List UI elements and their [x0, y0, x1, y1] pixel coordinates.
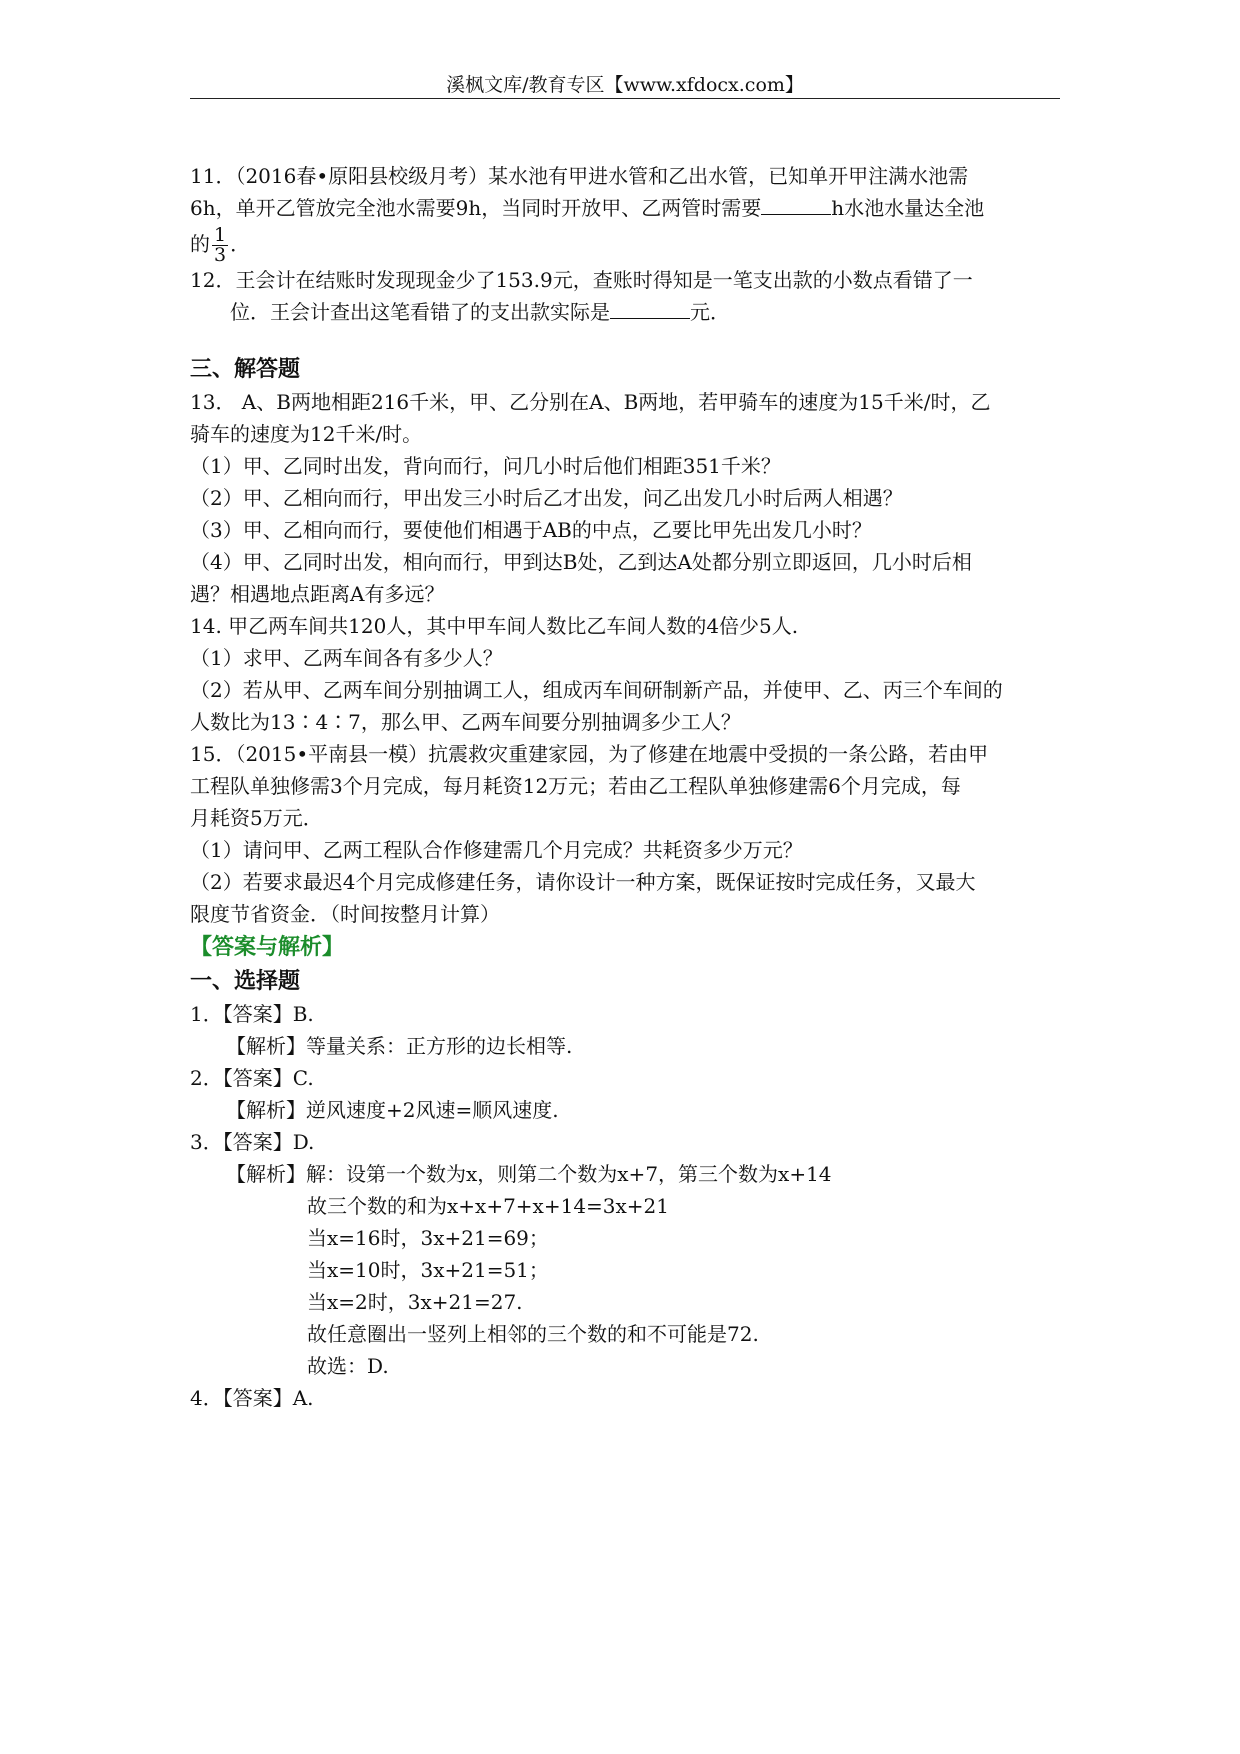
- document-body: [190, 160, 1060, 1414]
- q15-part2-line2: 限度节省资金．（时间按整月计算）: [190, 902, 500, 926]
- section-3-title: 三、解答题: [190, 356, 301, 382]
- q12-line2: [190, 296, 1060, 328]
- q14-part2-line2: 人数比为13∶4∶7，那么甲、乙两车间要分别抽调多少工人？: [190, 710, 741, 734]
- q12-line2-text: 位．王会计查出这笔看错了的支出款实际是: [230, 300, 610, 324]
- fraction-denominator: 3: [214, 244, 227, 266]
- q13-part3: （3）甲、乙相向而行，要使他们相遇于AB的中点，乙要比甲先出发几小时？: [190, 518, 872, 542]
- fraction-numerator: 1: [214, 224, 227, 246]
- q15-line1: 15．（2015•平南县一模）抗震救灾重建家园，为了修建在地震中受损的一条公路，若由甲: [190, 742, 989, 766]
- q13-part1: （1）甲、乙同时出发，背向而行，问几小时后他们相距351千米？: [190, 454, 781, 478]
- q13-line2: 骑车的速度为12千米/时。: [190, 422, 423, 446]
- q15-line2: 工程队单独修需3个月完成，每月耗资12万元；若由乙工程队单独修建需6个月完成，每: [190, 774, 961, 798]
- answer-2-explanation: 【解析】逆风速度+2风速=顺风速度.: [226, 1098, 559, 1122]
- answer-1-explanation: 【解析】等量关系：正方形的边长相等.: [226, 1034, 573, 1058]
- q15-part2-line1: （2）若要求最迟4个月完成修建任务，请你设计一种方案，既保证按时完成任务，又最大: [190, 870, 976, 894]
- q11-line3-tail: ．: [230, 232, 251, 256]
- answer-1: 1．【答案】B.: [190, 1002, 314, 1026]
- q15-part1: （1）请问甲、乙两工程队合作修建需几个月完成？共耗资多少万元？: [190, 838, 803, 862]
- answer-3-step1: 故三个数的和为x+x+7+x+14=3x+21: [307, 1194, 670, 1218]
- q13-line1: 13． A、B两地相距216千米，甲、乙分别在A、B两地，若甲骑车的速度为15千米/时，乙: [190, 390, 991, 414]
- q11-line3: [190, 224, 1060, 264]
- answer-3-step5: 故任意圈出一竖列上相邻的三个数的和不可能是72.: [307, 1322, 759, 1346]
- answer-3-step6: 故选：D.: [307, 1354, 389, 1378]
- q11-line3-text: 的: [190, 232, 210, 256]
- q13-part4-line2: 遇？相遇地点距离A有多远？: [190, 582, 445, 606]
- page-header: 溪枫文库/教育专区【www.xfdocx.com】: [446, 74, 804, 96]
- answer-2: 2．【答案】C.: [190, 1066, 314, 1090]
- q11-line1: 11．（2016春•原阳县校级月考）某水池有甲进水管和乙出水管，已知单开甲注满水池需: [190, 164, 969, 188]
- answer-3-explanation: 【解析】解：设第一个数为x，则第二个数为x+7，第三个数为x+14: [226, 1162, 832, 1186]
- header-divider: [190, 98, 1060, 99]
- answer-3-step4: 当x=2时，3x+21=27.: [307, 1290, 523, 1314]
- q11-line2: [190, 192, 1060, 224]
- q15-line3: 月耗资5万元．: [190, 806, 323, 830]
- q14-part1: （1）求甲、乙两车间各有多少人？: [190, 646, 503, 670]
- q11-line2-text: 6h，单开乙管放完全池水需要9h，当同时开放甲、乙两管时需要: [190, 196, 762, 220]
- q12-line1: 12．王会计在结账时发现现金少了153.9元，查账时得知是一笔支出款的小数点看错了一: [190, 268, 973, 292]
- fraction-one-third: [212, 226, 228, 265]
- q11-answer-blank: [761, 194, 831, 215]
- answer-3-step3: 当x=10时，3x+21=51；: [307, 1258, 549, 1282]
- q14-line1: 14. 甲乙两车间共120人，其中甲车间人数比乙车间人数的4倍少5人.: [190, 614, 799, 638]
- q13-part2: （2）甲、乙相向而行，甲出发三小时后乙才出发，问乙出发几小时后两人相遇？: [190, 486, 903, 510]
- q12-answer-blank: [610, 298, 690, 319]
- answers-heading: 【答案与解析】: [190, 934, 345, 960]
- q14-part2-line1: （2）若从甲、乙两车间分别抽调工人，组成丙车间研制新产品，并使甲、乙、丙三个车间的: [190, 678, 1003, 702]
- answer-3-step2: 当x=16时，3x+21=69；: [307, 1226, 549, 1250]
- answer-4: 4．【答案】A.: [190, 1386, 314, 1410]
- answers-section-1-title: 一、选择题: [190, 968, 301, 994]
- answer-3: 3．【答案】D.: [190, 1130, 315, 1154]
- q11-line2-tail: h水池水量达全池: [831, 196, 985, 220]
- q13-part4-line1: （4）甲、乙同时出发，相向而行，甲到达B处，乙到达A处都分别立即返回，几小时后相: [190, 550, 972, 574]
- q12-line2-tail: 元．: [690, 300, 730, 324]
